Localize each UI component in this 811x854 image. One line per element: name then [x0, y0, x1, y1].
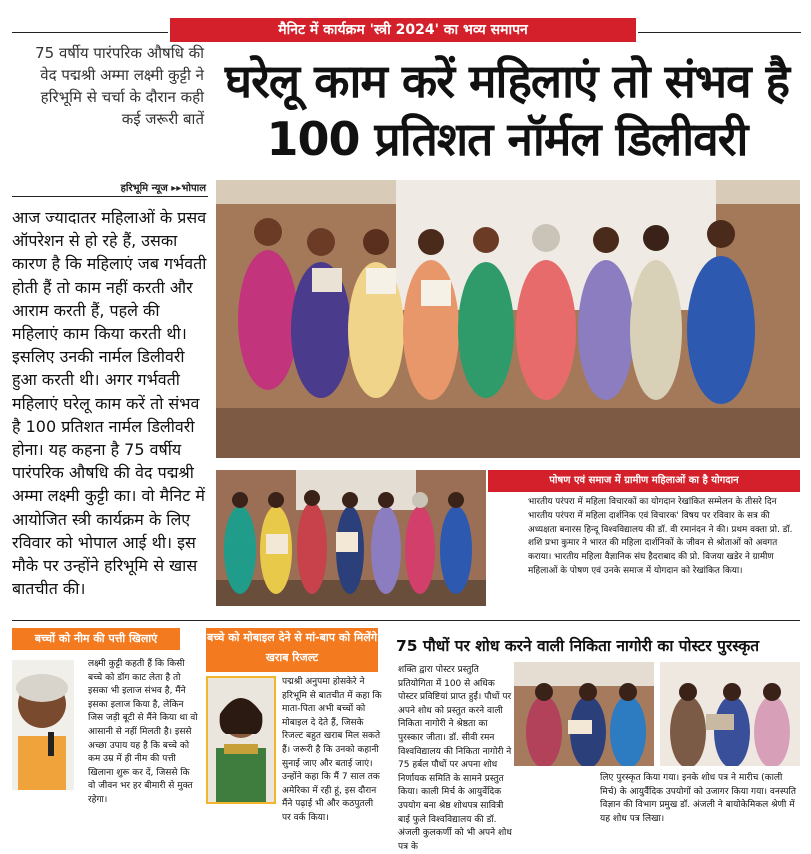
byline-rule	[12, 196, 208, 197]
box2-heading: बच्चे को मोबाइल देने से मां-बाप को मिलेंगे खराब रिजल्ट	[206, 628, 378, 672]
box3-heading: 75 पौधों पर शोध करने वाली निकिता नागोरी का पोस्टर पुरस्कृत	[396, 637, 760, 655]
box3-photo-2	[660, 662, 800, 766]
bottom-rule	[12, 620, 800, 621]
rule-right	[638, 32, 801, 33]
box1-photo	[12, 660, 74, 790]
box2-text: पद्मश्री अनुपमा होसकेरे ने हरिभूमि से बातचीत में कहा कि माता-पिता अभी बच्चों को मोबाइल दे देते हैं, जिसके रिजल्ट बहुत खराब मिल सकते हैं। जरूरी है कि उनको कहानी सुनाई जाए और बताई जाएं। उन्होंने कहा कि मैं 7 साल तक अमेरिका में रही हूं, इस दौरान मैंने पढ़ाई भी और कठपुतली पर वर्क किया।	[282, 677, 382, 823]
kicker-banner: मैनिट में कार्यक्रम 'स्त्री 2024' का भव्य समापन	[170, 18, 636, 42]
second-photo	[216, 470, 486, 606]
box3-photo-1	[514, 662, 654, 766]
box2-photo	[206, 676, 276, 804]
box3-text-right: लिए पुरस्कृत किया गया। इनके शोध पत्र ने मारीच (काली मिर्च) के आयुर्वैदिक उपयोगों को उजागर किया गया। वनस्पति विज्ञान की विभाग प्रमुख डॉ. अंजली ने बायोकेमिकल श्रेणी में यह शोध पत्र लिखा।	[600, 773, 797, 824]
section-tag: पोषण एवं समाज में ग्रामीण महिलाओं का है योगदान	[488, 470, 800, 492]
rule-left	[12, 32, 168, 33]
teaser-text: 75 वर्षीय पारंपरिक औषधि की वेद पद्मश्री अम्मा लक्ष्मी कुट्टी ने हरिभूमि से चर्चा के दौरान कही कई जरूरी बातें	[35, 44, 204, 128]
lead-paragraph: आज ज्यादातर महिलाओं के प्रसव ऑपरेशन से हो रहे हैं, उसका कारण है कि महिलाएं जब गर्भवती होती हैं तो काम नहीं करती और आराम करती हैं, पहले की महिलाएं काम किया करती थी। इसलिए उनकी नार्मल डिलीवरी हुआ करती थी। अगर गर्भवती महिलाएं घरेलू काम करें तो संभव है 100 प्रतिशत नार्मल डिलीवरी होना। यह कहना है 75 वर्षीय पारंपरिक औषधि की वेद पद्मश्री अम्मा लक्ष्मी कुट्टी का। वो मैनिट में आयोजित स्त्री कार्यक्रम के लिए रविवार को भोपाल आई थी। इस मौके पर उन्होंने हरिभूमि से खास बातचीत की।	[12, 208, 207, 599]
headline: घरेलू काम करें महिलाएं तो संभव है 100 प्रतिशत नॉर्मल डिलीवरी	[224, 54, 790, 166]
byline: हरिभूमि न्यूज ▸▸भोपाल	[120, 183, 206, 194]
box1-heading: बच्चों को नीम की पत्ती खिलाएं	[12, 628, 180, 650]
section-caption: भारतीय परंपरा में महिला विचारकों का योगदान रेखांकित सम्मेलन के तीसरे दिन भारतीय परंपरा में महिला दार्शनिक एवं विचारक' विषय पर रविवार के सत्र की अध्यक्षता बनारस हिन्दू विश्वविद्यालय की डॉ. वी रमानंदन ने की। प्रथम वक्ता प्रो. डॉ. शशि प्रभा कुमार ने भारत की महिला दार्शनिकों के जीवन से श्रोताओं को अवगत कराया। भारतीय महिला वैज्ञानिक संघ हैदराबाद की प्रो. विजया खडेर ने ग्रामीण महिलाओं के पोषण एवं उनके समाज में योगदान को रेखांकित किया।	[528, 497, 793, 576]
main-photo	[216, 180, 800, 458]
box3-text-left: शक्ति द्वारा पोस्टर प्रस्तुति प्रतियोगिता में 100 से अधिक पोस्टर प्रविष्टियां प्राप्त हुईं। पौधों पर अपने शोध को प्रस्तुत करने वाली निकिता नागोरी ने श्रेष्ठता का पुरस्कार जीता। डॉ. सीवी रमन विश्वविद्यालय की निकिता नागोरी ने 75 हर्बल पौधों पर अपना शोध निर्णायक समिति के सामने प्रस्तुत किया। काली मिर्च के आयुर्वेदिक उपयोग बना श्रेष्ठ शोधपत्र सावित्री बाई फुले विश्वविद्यालय की डॉ. अंजली कुलकर्णी को भी अपने शोध पत्र के	[398, 665, 512, 852]
box1-text: लक्ष्मी कुट्टी कहती हैं कि किसी बच्चे को डॉग काट लेता है तो इसका भी इलाज संभव है, मैंने इसका इलाज किया है, लेकिन जिस जड़ी बूटी से मैंने किया था वो आसानी से नहीं मिलती है। इससे अच्छा उपाय यह है कि बच्चे को कम उम्र में ही नीम की पत्ती खिलाना शुरू कर दें, जिससे कि वो जीवन भर हर बीमारी से मुक्त रहेगा।	[88, 659, 198, 805]
